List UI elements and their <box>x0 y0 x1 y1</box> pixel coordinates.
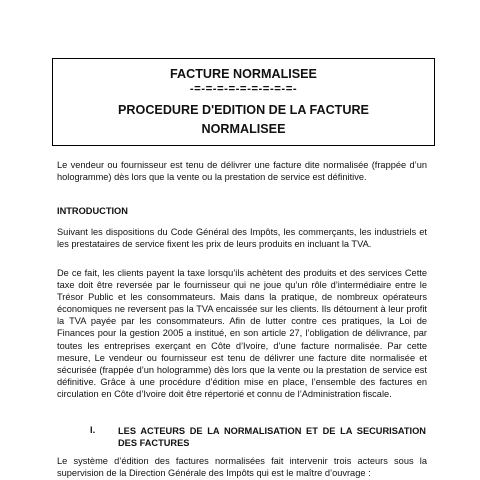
paragraph-1: Suivant les dispositions du Code Général des Impôts, les commerçants, les industriels et les prestataires de service fixent les prix de leurs produits en incluant la TVA. <box>57 227 427 250</box>
introduction-heading: INTRODUCTION <box>57 206 128 216</box>
paragraph-2: De ce fait, les clients payent la taxe lorsqu’ils achètent des produits et des services Cette taxe doit être reversée par le fournisseur qui ne joue qu’un rôle d’intermédiaire entre le Trésor Public et les consommateurs. Mais dans la pratique, de nombreux opérateurs économiques ne reversent pas la TVA encaissée sur les clients. Ils détournent à leur profit la TVA payée par les consommateurs. Afin de lutter contre ces pratiques, la Loi de Finances pour la gestion 2005 a institué, en son article 27, l’obligation de délivrance, par toutes les entreprises exerçant en Côte d’Ivoire, d’une facture normalisée. Par cette mesure, Le vendeur ou fournisseur est tenu de délivrer une facture dite normalisée et sécurisée (frappée d’un hologramme) dès lors que la vente ou la prestation de service est définitive. Grâce à une procédure d’édition mise en place, l’ensemble des factures en circulation en Côte d’Ivoire doit être répertorié et connu de l’Administration fiscale. <box>57 268 427 399</box>
section-number: I. <box>90 425 96 435</box>
document-subtitle <box>53 101 434 139</box>
document-title: FACTURE NORMALISEE <box>170 67 317 81</box>
paragraph-3: Le système d’édition des factures normalisées fait intervenir trois acteurs sous la supervision de la Direction Générale des Impôts qui est le maître d’ouvrage : <box>57 456 427 479</box>
subtitle-line-2: NORMALISEE <box>201 122 286 136</box>
subtitle-line-1: PROCEDURE D'EDITION DE LA FACTURE <box>118 103 369 117</box>
title-box <box>52 58 435 146</box>
intro-paragraph: Le vendeur ou fournisseur est tenu de délivrer une facture dite normalisée (frappée d’un hologramme) dès lors que la vente ou la prestation de service est définitive. <box>57 160 427 183</box>
section-title: LES ACTEURS DE LA NORMALISATION ET DE LA SECURISATION DES FACTURES <box>118 426 426 449</box>
title-separator: -=-=-=-=-=-=-=-=-=- <box>189 83 298 95</box>
